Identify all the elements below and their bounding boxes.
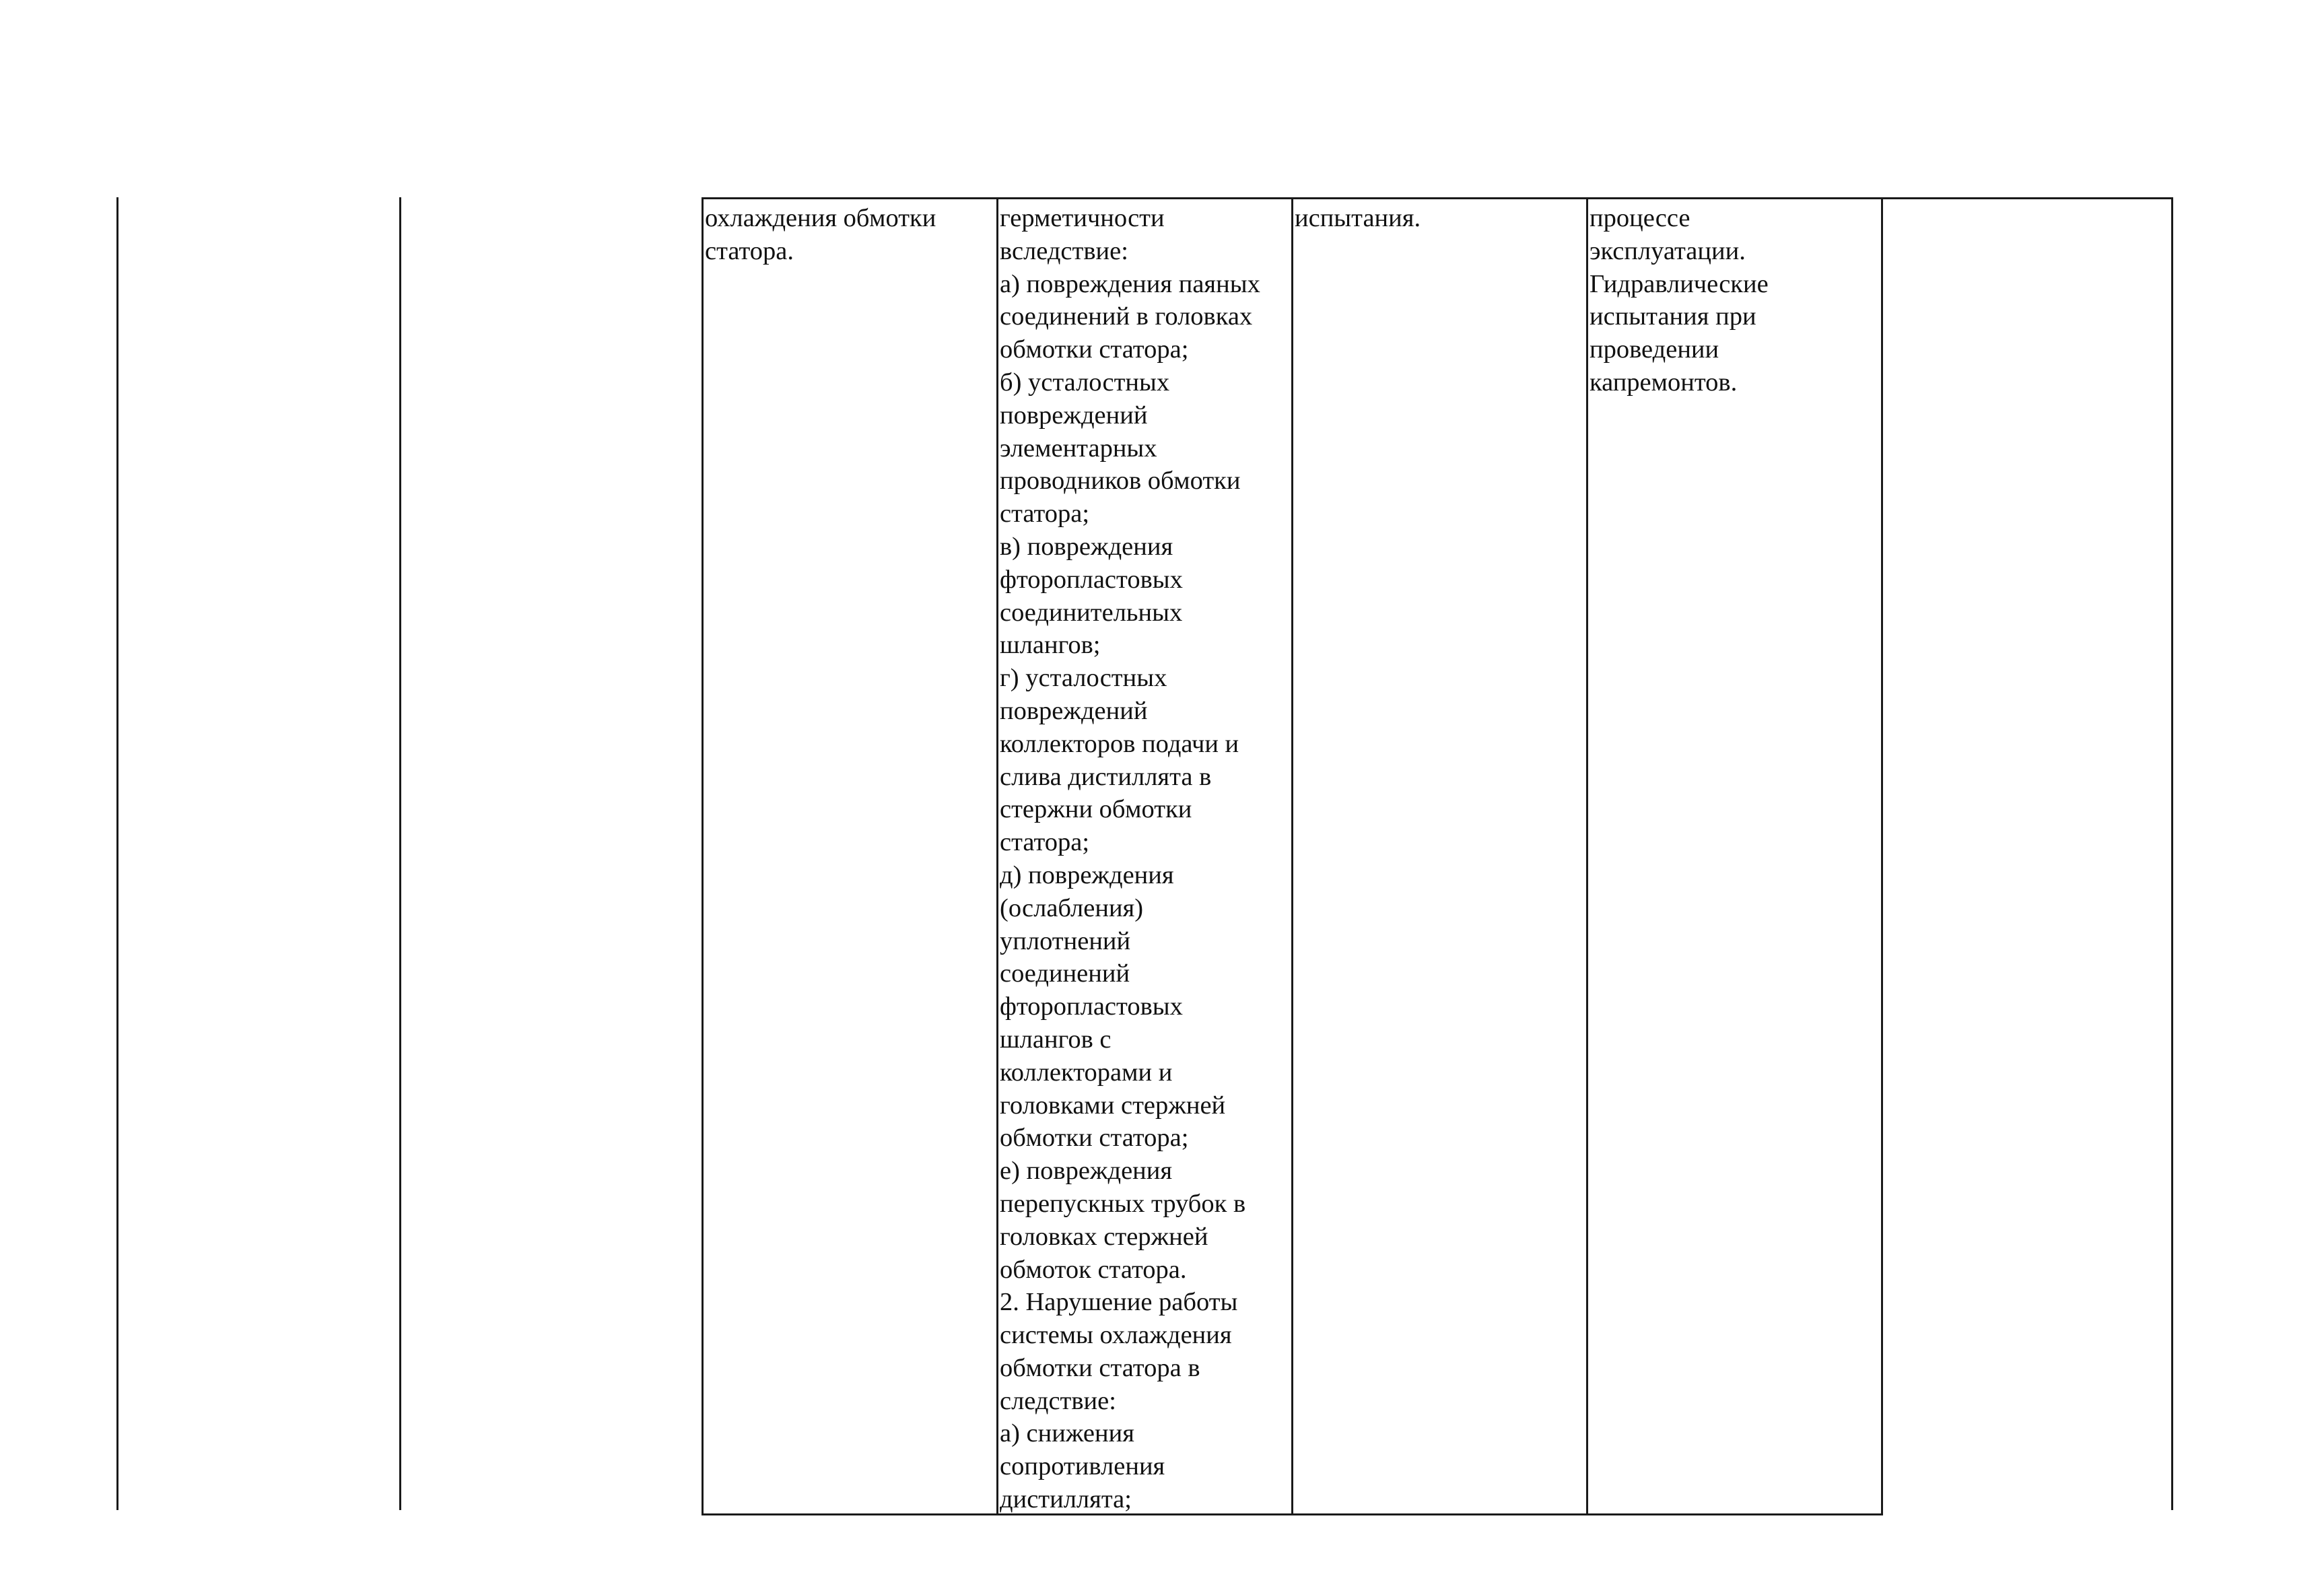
table-border-left-outer — [116, 197, 118, 1510]
table-cell-col6: процессе эксплуатации. Гидравлические испытания при проведении капремонтов. — [1590, 204, 1769, 397]
column-divider-2 — [702, 197, 704, 1515]
column-divider-5 — [1586, 197, 1588, 1515]
column-divider-1 — [399, 197, 401, 1510]
table-cell-col4: герметичности вследствие: а) повреждения паяных соединений в головках обмотки статора; б) усталостных повреждений элементарных проводников обмотки статора; в) повреждения фторопластовых соединительных шлангов; г) усталостных повреждений коллекторов подачи и слива дистиллята в стержни обмотки статора; д) повреждения (ослабления) уплотнений соединений фторопластовых шлангов с коллекторами и головками стержней обмотки статора; е) повреждения перепускных трубок в головках стержней обмоток статора. 2. Нарушение работы системы охлаждения обмотки статора в следствие: а) снижения сопротивления дистиллята; — [1000, 204, 1260, 1514]
table-top-border — [702, 197, 2173, 199]
table-cell-col3: охлаждения обмотки статора. — [705, 204, 936, 265]
table-cell-col5: испытания. — [1295, 204, 1421, 232]
column-divider-6 — [1881, 197, 1883, 1515]
column-divider-3 — [996, 197, 998, 1515]
column-divider-4 — [1291, 197, 1293, 1515]
table-bottom-border — [702, 1513, 1883, 1515]
table-border-right-outer — [2171, 197, 2173, 1510]
